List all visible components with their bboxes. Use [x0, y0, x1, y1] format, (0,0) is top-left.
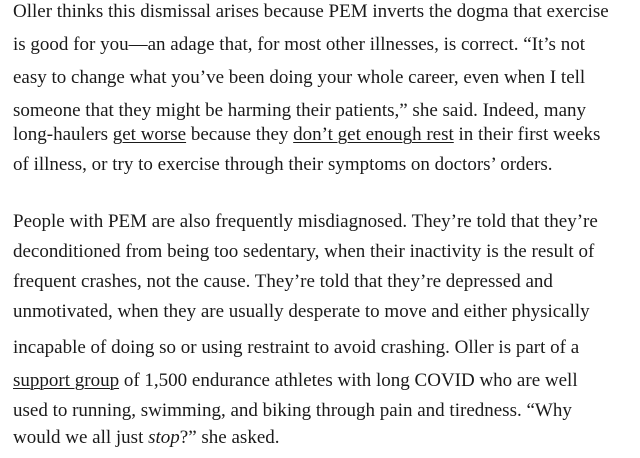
text-segment: long-haulers — [13, 124, 113, 145]
text-line — [13, 66, 585, 90]
text-segment: easy to change what you’ve been doing your whole career, even when I tell — [13, 67, 586, 88]
text-line — [13, 369, 578, 393]
text-segment: would we all just — [13, 427, 149, 448]
text-segment: ?” she asked. — [179, 427, 280, 448]
text-line — [13, 33, 585, 57]
text-line — [13, 210, 598, 234]
text-line — [13, 153, 552, 177]
text-line — [13, 123, 600, 147]
text-line — [13, 336, 579, 360]
text-line — [13, 399, 572, 423]
text-segment: Oller thinks this dismissal arises because PEM inverts the dogma that exercise — [13, 1, 609, 22]
text-line — [13, 99, 586, 123]
link-support-group[interactable]: support group — [13, 370, 120, 391]
text-segment: of 1,500 endurance athletes with long COVID who are well — [119, 370, 578, 391]
text-line — [13, 240, 594, 264]
link-dont-get-enough-rest[interactable]: don’t get enough rest — [293, 124, 454, 145]
text-segment: is good for you—an adage that, for most other illnesses, is correct. “It’s not — [13, 34, 585, 55]
text-segment: of illness, or try to exercise through their symptoms on doctors’ orders. — [13, 154, 553, 175]
text-segment: in their first weeks — [453, 124, 601, 145]
text-line — [13, 300, 590, 324]
text-segment: People with PEM are also frequently misdiagnosed. They’re told that they’re — [13, 211, 598, 232]
text-segment: used to running, swimming, and biking through pain and tiredness. “Why — [13, 400, 572, 421]
text-segment: someone that they might be harming their patients,” she said. Indeed, many — [13, 100, 587, 121]
text-line — [13, 0, 609, 24]
text-segment: incapable of doing so or using restraint to avoid crashing. Oller is part of a — [13, 337, 580, 358]
text-segment: deconditioned from being too sedentary, when their inactivity is the result of — [13, 241, 595, 262]
text-line — [13, 426, 280, 450]
text-segment: frequent crashes, not the cause. They’re told that they’re depressed and — [13, 271, 553, 292]
text-segment: unmotivated, when they are usually desperate to move and either physically — [13, 301, 590, 322]
emphasis-text: stop — [148, 427, 180, 448]
text-line — [13, 270, 553, 294]
link-get-worse[interactable]: get worse — [112, 124, 187, 145]
text-segment: because they — [186, 124, 294, 145]
